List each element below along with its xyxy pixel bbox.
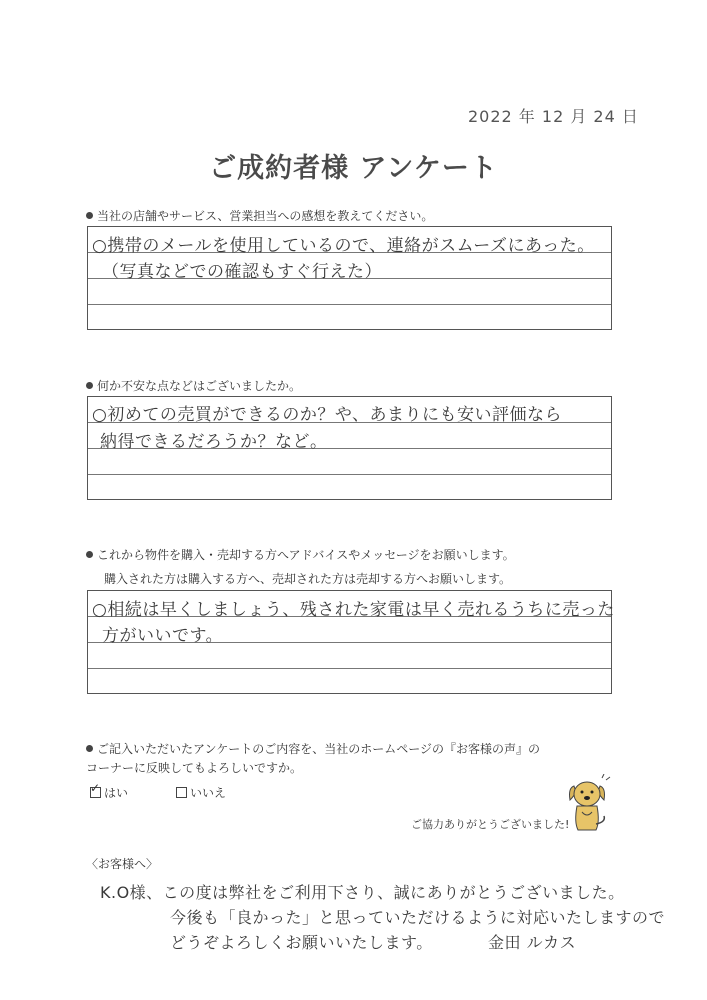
bullet-icon: [86, 551, 93, 558]
signature: 金田 ルカス: [488, 933, 577, 952]
question-3-text: これから物件を購入・売却する方へアドバイスやメッセージをお願いします。: [97, 548, 515, 562]
question-4-text-1: ご記入いただいたアンケートのご内容を、当社のホームページの『お客様の声』の: [97, 742, 541, 756]
question-1-text: 当社の店舗やサービス、営業担当への感想を教えてください。: [97, 209, 434, 223]
reply-line-2: 今後も「良かった」と思っていただけるように対応いたしますので: [170, 908, 666, 927]
dog-mascot-icon: [562, 774, 612, 838]
checkbox-checked-icon[interactable]: [90, 787, 101, 798]
bullet-icon: [86, 745, 93, 752]
bullet-icon: [86, 382, 93, 389]
ruled-line: [88, 304, 611, 305]
ruled-line: [88, 668, 611, 669]
thanks-message: ご協力ありがとうございました!: [411, 818, 570, 831]
answer-3-line-2: 方がいいです。: [102, 626, 224, 646]
question-2: [86, 377, 301, 394]
answer-box-2: [87, 396, 612, 500]
customer-section-label: 〈お客様へ〉: [86, 857, 159, 871]
page-title: ご成約者様 アンケート: [209, 153, 498, 184]
survey-date: 2022 年 12 月 24 日: [468, 107, 639, 126]
reply-line-1: K.O様、この度は弊社をご利用下さり、誠にありがとうございました。: [100, 883, 625, 902]
question-1: [86, 207, 433, 224]
option-yes[interactable]: [90, 784, 128, 801]
option-yes-label: はい: [104, 786, 129, 800]
answer-box-1: [87, 226, 612, 330]
option-no-label: いいえ: [190, 786, 227, 800]
reply-line-3: どうぞよろしくお願いいたします。: [170, 933, 433, 952]
question-2-text: 何か不安な点などはございましたか。: [97, 379, 302, 393]
question-4: [86, 740, 540, 757]
option-no[interactable]: [176, 784, 226, 801]
question-3: [86, 546, 515, 563]
question-3-sub: 購入された方は購入する方へ、売却された方は売却する方へお願いします。: [104, 572, 512, 586]
question-4-text-2: コーナーに反映してもよろしいですか。: [86, 761, 303, 775]
bullet-icon: [86, 212, 93, 219]
answer-1-line-2: （写真などでの確認もすぐ行えた）: [102, 262, 382, 282]
answer-2-line-2: 納得できるだろうか？など。: [100, 432, 328, 452]
ruled-line: [88, 474, 611, 475]
checkbox-icon[interactable]: [176, 787, 187, 798]
answer-2-line-1: ○初めての売買ができるのか？や、あまりにも安い評価なら: [92, 405, 562, 425]
answer-box-3: [87, 590, 615, 694]
answer-3-line-1: ○相続は早くしましょう、残された家電は早く売れるうちに売った: [92, 600, 615, 620]
answer-1-line-1: ○携帯のメールを使用しているので、連絡がスムーズにあった。: [92, 236, 595, 256]
